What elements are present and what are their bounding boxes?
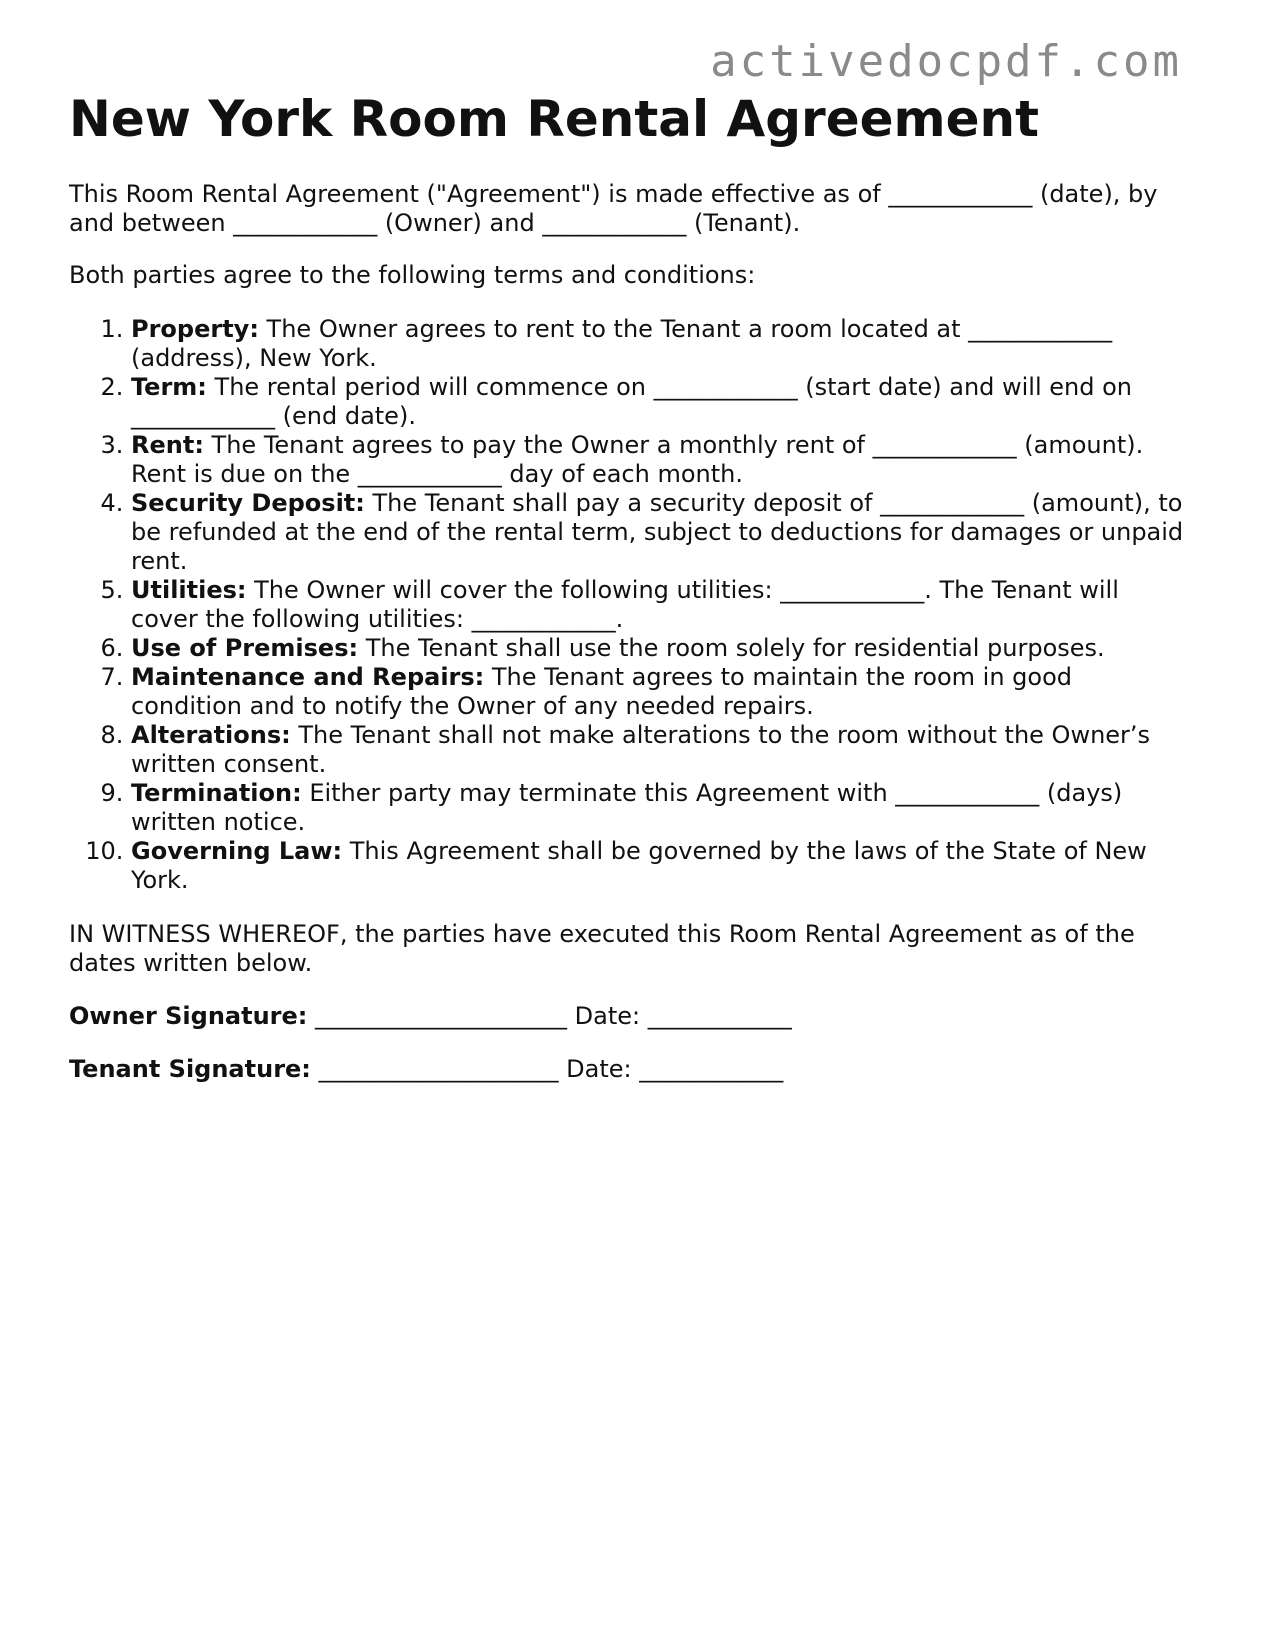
page-title: New York Room Rental Agreement bbox=[69, 90, 1040, 148]
term-alterations bbox=[131, 721, 1187, 779]
term-text: The Tenant shall use the room solely for residential purposes. bbox=[358, 634, 1105, 662]
watermark: activedocpdf.com bbox=[710, 36, 1182, 87]
owner-signature-blanks: _____________________ Date: ____________ bbox=[307, 1002, 792, 1030]
terms-intro: Both parties agree to the following terms and conditions: bbox=[69, 261, 756, 289]
term-text: This Agreement shall be governed by the laws of the State of New York. bbox=[131, 837, 1147, 894]
owner-signature-label: Owner Signature: bbox=[69, 1002, 308, 1030]
term-heading: Rent: bbox=[131, 431, 204, 459]
term-text: The Tenant agrees to pay the Owner a monthly rent of ____________ (amount). Rent is due on the ____________ day of each month. bbox=[131, 431, 1144, 488]
tenant-signature-line bbox=[69, 1055, 1199, 1084]
term-text: Either party may terminate this Agreement with ____________ (days) written notice. bbox=[131, 779, 1123, 836]
term-text: The Owner agrees to rent to the Tenant a room located at ____________ (address), New York. bbox=[131, 315, 1113, 372]
term-heading: Utilities: bbox=[131, 576, 247, 604]
term-termination bbox=[131, 779, 1187, 837]
term-heading: Term: bbox=[131, 373, 207, 401]
document-page bbox=[69, 88, 1199, 1084]
term-text: The Owner will cover the following utilities: ____________. The Tenant will cover the following utilities: ____________. bbox=[131, 576, 1119, 633]
tenant-signature-blanks: ____________________ Date: ____________ bbox=[310, 1055, 784, 1083]
term-rent bbox=[131, 431, 1187, 489]
term-text: The Tenant shall not make alterations to the room without the Owner’s written consent. bbox=[131, 721, 1151, 778]
term-heading: Property: bbox=[131, 315, 259, 343]
term-maintenance-repairs bbox=[131, 663, 1187, 721]
term-heading: Security Deposit: bbox=[131, 489, 365, 517]
term-heading: Use of Premises: bbox=[131, 634, 359, 662]
term-use-of-premises bbox=[131, 634, 1187, 663]
term-security-deposit bbox=[131, 489, 1187, 576]
terms-list bbox=[69, 315, 1187, 895]
intro-paragraph: This Room Rental Agreement ("Agreement") is made effective as of ____________ (date), by and between ____________ (Owner) and ____________ (Tenant). bbox=[69, 180, 1158, 237]
term-heading: Maintenance and Repairs: bbox=[131, 663, 485, 691]
term-property bbox=[131, 315, 1187, 373]
term-governing-law bbox=[131, 837, 1187, 895]
term-term bbox=[131, 373, 1187, 431]
owner-signature-line bbox=[69, 1002, 1199, 1031]
term-heading: Alterations: bbox=[131, 721, 291, 749]
term-utilities bbox=[131, 576, 1187, 634]
tenant-signature-label: Tenant Signature: bbox=[69, 1055, 311, 1083]
term-heading: Governing Law: bbox=[131, 837, 343, 865]
witness-paragraph: IN WITNESS WHEREOF, the parties have executed this Room Rental Agreement as of the dates written below. bbox=[69, 920, 1135, 977]
term-text: The Tenant agrees to maintain the room in good condition and to notify the Owner of any needed repairs. bbox=[131, 663, 1073, 720]
term-text: The rental period will commence on ____________ (start date) and will end on ____________ (end date). bbox=[131, 373, 1133, 430]
term-text: The Tenant shall pay a security deposit of ____________ (amount), to be refunded at the end of the rental term, subject to deductions for damages or unpaid rent. bbox=[131, 489, 1184, 575]
term-heading: Termination: bbox=[131, 779, 302, 807]
